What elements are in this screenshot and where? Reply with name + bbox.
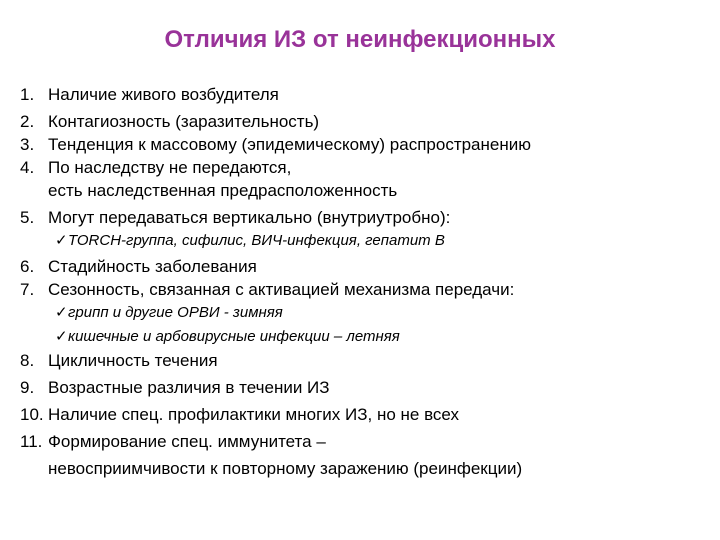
list-item-6	[20, 256, 710, 277]
list-item-text: Сезонность, связанная с активацией механизма передачи:	[48, 280, 515, 299]
list-item-text: Наличие живого возбудителя	[48, 85, 279, 104]
list-item-text: Контагиозность (заразительность)	[48, 112, 320, 131]
list-item-text: Тенденция к массовому (эпидемическому) распространению	[48, 135, 531, 154]
sub-bullet-text: грипп и другие ОРВИ - зимняя	[68, 304, 283, 321]
list-item-number: 3.	[20, 135, 35, 154]
list-item-3	[20, 134, 710, 155]
checkmark-icon: ✓	[55, 304, 68, 321]
list-item-11	[20, 431, 710, 452]
sub-bullet	[20, 300, 710, 326]
list-item-number: 5.	[20, 208, 35, 227]
list-item-number: 1.	[20, 85, 35, 104]
list-item-number: 10.	[20, 405, 44, 424]
list-item-number: 8.	[20, 351, 35, 370]
list-item-2	[20, 111, 710, 132]
sub-bullet-text: TORCH-группа, сифилис, ВИЧ-инфекция, гепатит В	[68, 232, 445, 249]
list-item-text: По наследству не передаются,	[48, 158, 292, 177]
checkmark-icon: ✓	[55, 328, 68, 345]
checkmark-icon: ✓	[55, 232, 68, 249]
list-item-number: 11.	[20, 432, 43, 451]
list-item-number: 2.	[20, 112, 35, 131]
list-item-continuation-text: есть наследственная предрасположенность	[48, 181, 398, 200]
list-item-10	[20, 404, 710, 425]
list-item-number: 7.	[20, 280, 35, 299]
sub-bullet	[20, 326, 710, 348]
list-item-4-continuation	[20, 180, 710, 201]
list-item-7	[20, 279, 710, 300]
list-item-number: 9.	[20, 378, 35, 397]
sub-bullet-text: кишечные и арбовирусные инфекции – летняя	[68, 328, 400, 345]
list-item-continuation-text: невосприимчивости к повторному заражению (реинфекции)	[48, 459, 523, 478]
list-item-number: 4.	[20, 158, 35, 177]
list-item-1	[20, 84, 710, 105]
list-item-5	[20, 207, 710, 228]
numbered-list	[20, 84, 710, 479]
list-item-text: Наличие спец. профилактики многих ИЗ, но не всех	[48, 405, 459, 424]
list-item-4	[20, 157, 710, 178]
slide-title: Отличия ИЗ от неинфекционных	[164, 26, 556, 53]
list-item-8	[20, 350, 710, 371]
list-item-text: Цикличность течения	[48, 351, 218, 370]
list-item-9	[20, 377, 710, 398]
list-item-number: 6.	[20, 257, 35, 276]
list-item-text: Могут передаваться вертикально (внутриутробно):	[48, 208, 451, 227]
list-item-text: Формирование спец. иммунитета –	[48, 432, 326, 451]
list-item-text: Стадийность заболевания	[48, 257, 257, 276]
sub-bullet	[20, 228, 710, 254]
list-item-11-continuation	[20, 458, 710, 479]
list-item-text: Возрастные различия в течении ИЗ	[48, 378, 330, 397]
